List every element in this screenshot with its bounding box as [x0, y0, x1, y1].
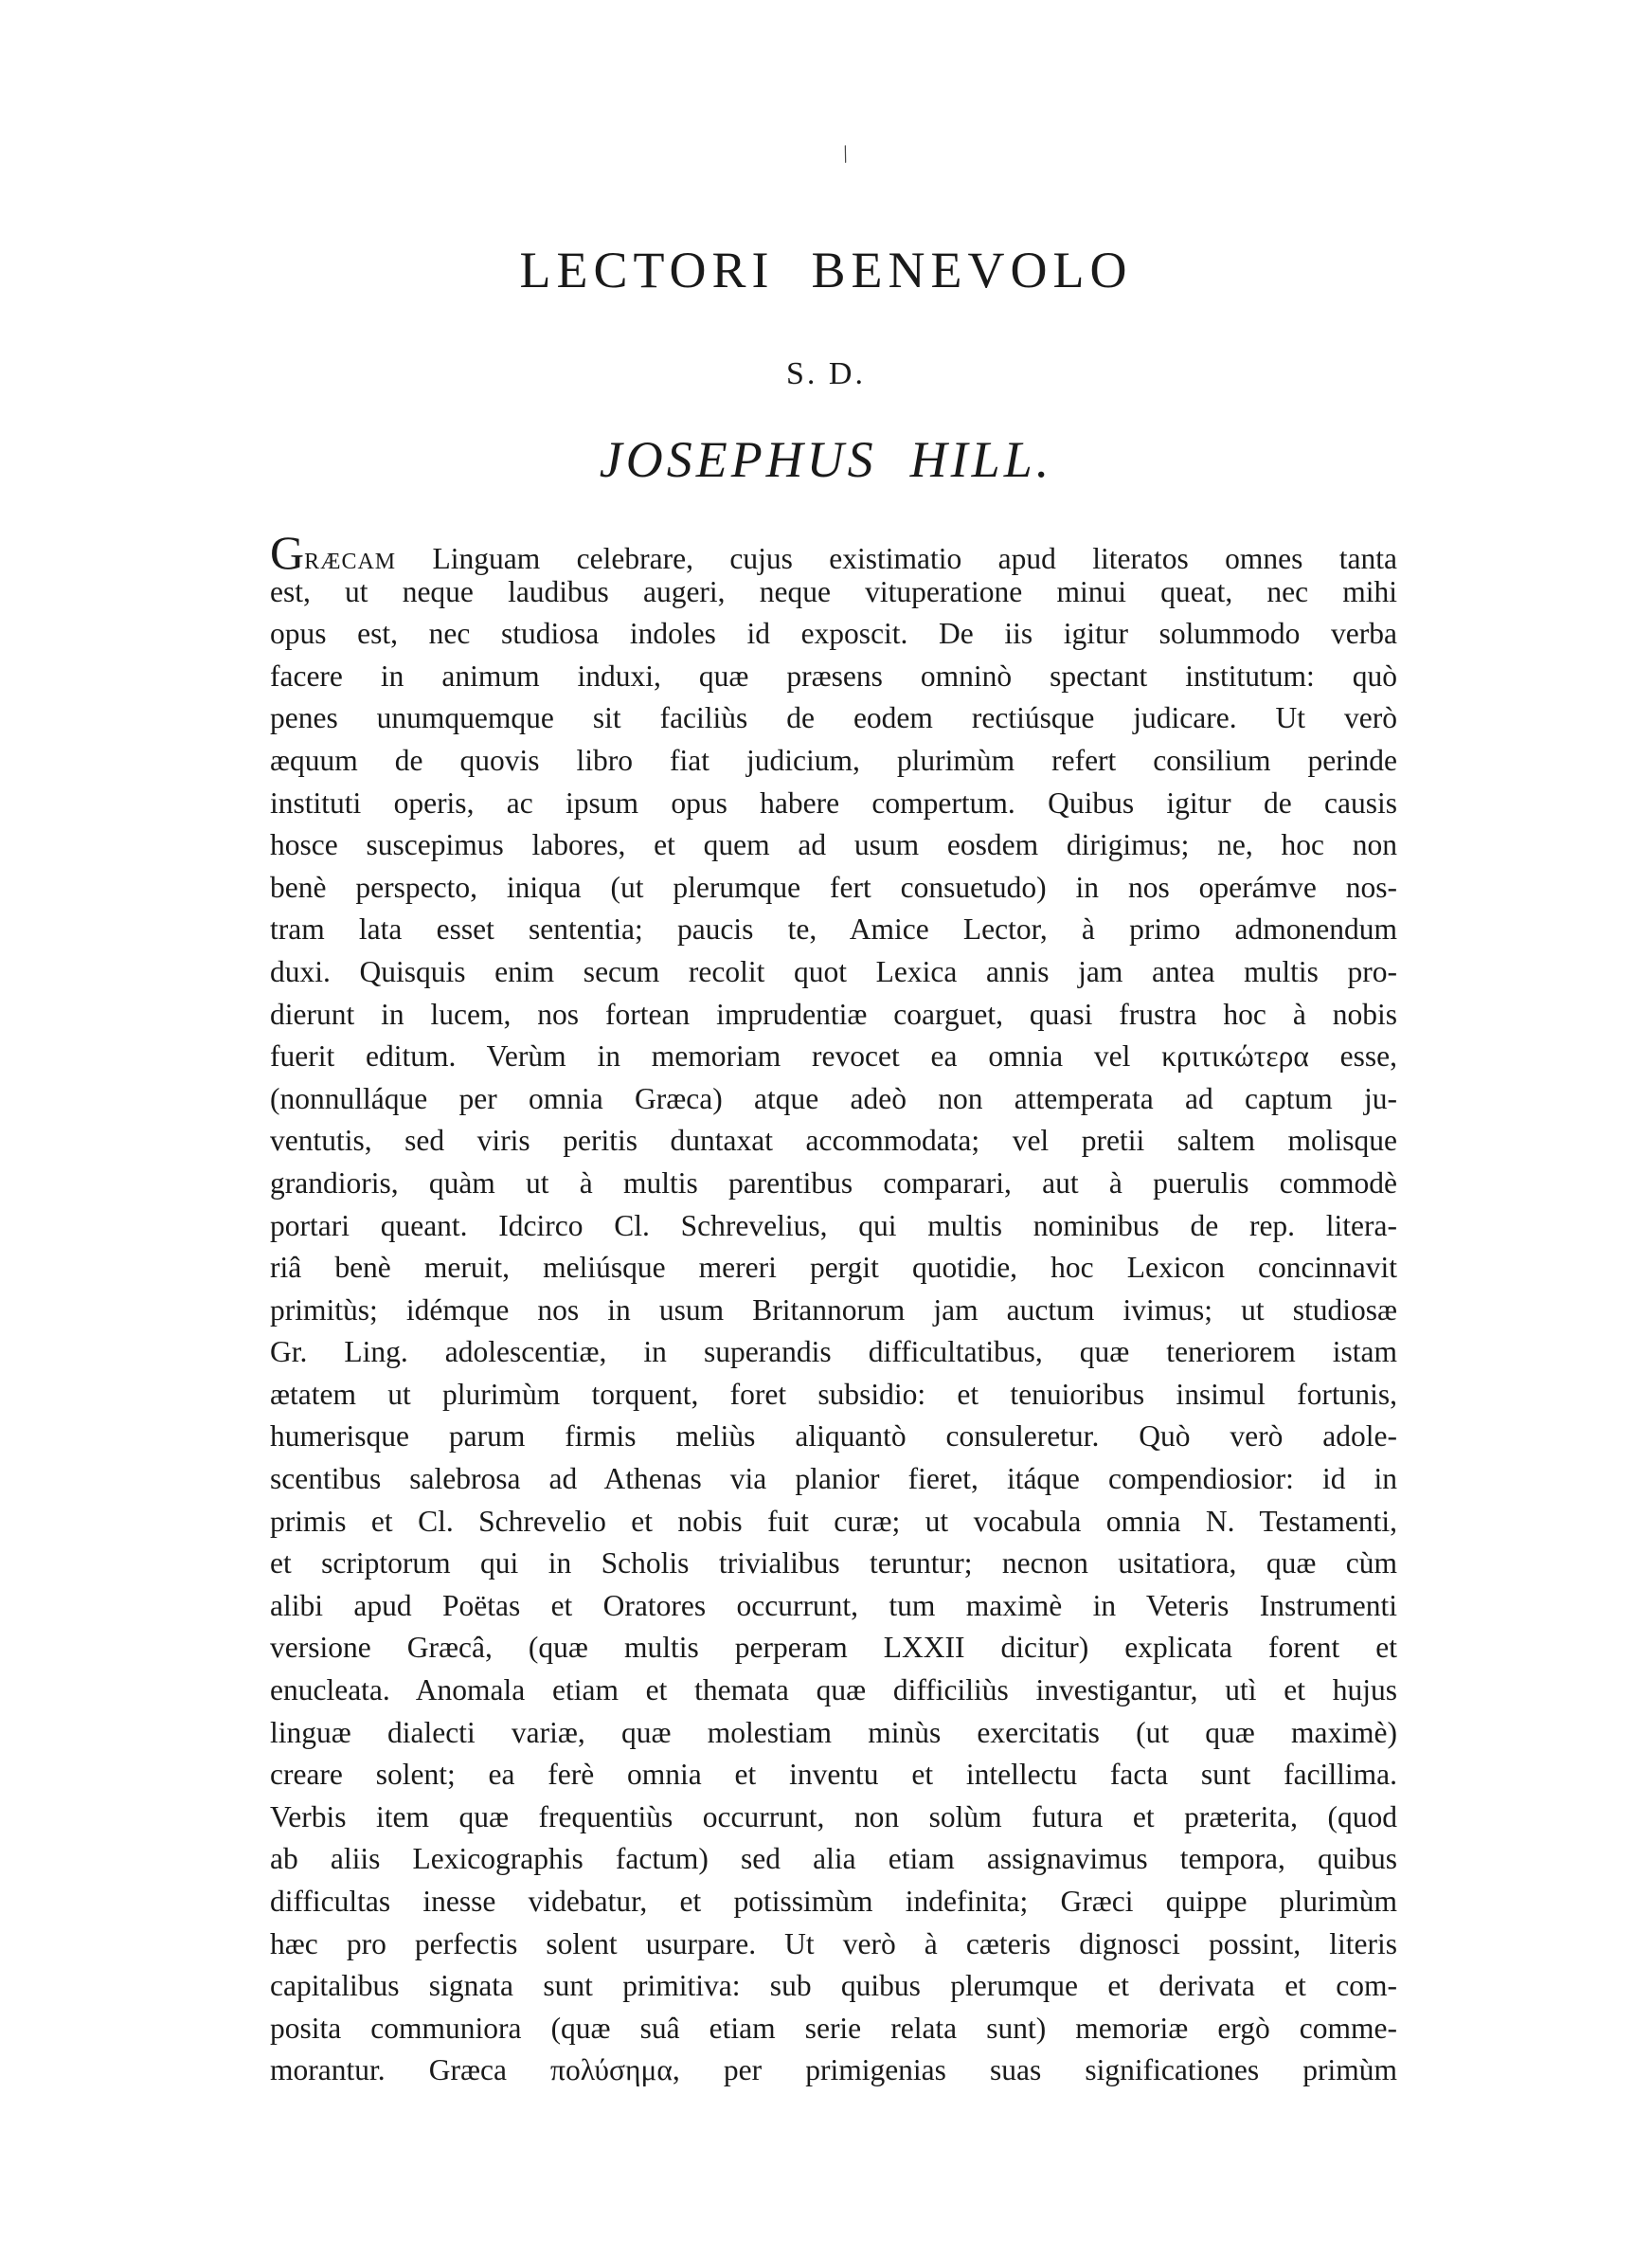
text-line: ab aliis Lexicographis factum) sed alia etiam assignavimus tempora, quibus [270, 1842, 1397, 1876]
text-line-content: Linguam celebrare, cujus existimatio apud literatos omnes tanta [396, 542, 1397, 575]
text-line: ventutis, sed viris peritis duntaxat accommodata; vel pretii saltem molisque [270, 1124, 1397, 1158]
text-line: instituti operis, ac ipsum opus habere compertum. Quibus igitur de causis [270, 785, 1397, 820]
text-line: æquum de quovis libro fiat judicium, plurimùm refert consilium perinde [270, 743, 1397, 777]
text-line: penes unumquemque sit faciliùs de eodem rectiúsque judicare. Ut verò [270, 701, 1397, 735]
text-line-first [270, 526, 1397, 579]
text-line: riâ benè meruit, meliúsque mereri pergit quotidie, hoc Lexicon concinnavit [270, 1251, 1397, 1285]
text-line: hosce suscepimus labores, et quem ad usum eosdem dirigimus; ne, hoc non [270, 828, 1397, 862]
first-word-smallcaps: RÆCAM [304, 550, 397, 574]
text-line: Gr. Ling. adolescentiæ, in superandis difficultatibus, quæ teneriorem istam [270, 1335, 1397, 1369]
text-line: fuerit editum. Verùm in memoriam revocet ea omnia vel κριτικώτερα esse, [270, 1039, 1397, 1074]
page-title: LECTORI BENEVOLO [519, 242, 1133, 298]
author-name: JOSEPHUS HILL. [599, 431, 1053, 488]
text-line: opus est, nec studiosa indoles id exposcit. De iis igitur solummodo verba [270, 617, 1397, 651]
text-line: primis et Cl. Schrevelio et nobis fuit curæ; ut vocabula omnia N. Testamenti, [270, 1504, 1397, 1538]
stray-mark: / [837, 139, 853, 169]
text-line: (nonnulláque per omnia Græca) atque adeò non attemperata ad captum ju- [270, 1081, 1397, 1115]
text-line: linguæ dialecti variæ, quæ molestiam minùs exercitatis (ut quæ maximè) [270, 1715, 1397, 1749]
text-line: scentibus salebrosa ad Athenas via planior fieret, itáque compendiosior: id in [270, 1462, 1397, 1496]
text-line: humerisque parum firmis meliùs aliquantò consuleretur. Quò verò adole- [270, 1419, 1397, 1454]
text-line: creare solent; ea ferè omnia et inventu et intellectu facta sunt facillima. [270, 1758, 1397, 1792]
text-line: tram lata esset sententia; paucis te, Amice Lector, à primo admonendum [270, 912, 1397, 947]
text-line: ætatem ut plurimùm torquent, foret subsidio: et tenuioribus insimul fortunis, [270, 1377, 1397, 1411]
text-line: et scriptorum qui in Scholis trivialibus teruntur; necnon usitatiora, quæ cùm [270, 1546, 1397, 1580]
body-paragraph [270, 526, 1397, 2092]
text-line: est, ut neque laudibus augeri, neque vituperatione minui queat, nec mihi [270, 574, 1397, 608]
text-line: portari queant. Idcirco Cl. Schrevelius, qui multis nominibus de rep. litera- [270, 1208, 1397, 1242]
text-line: primitùs; idémque nos in usum Britannorum jam auctum ivimus; ut studiosæ [270, 1292, 1397, 1327]
text-line: morantur. Græca πολύσημα, per primigenias suas significationes primùm [270, 2053, 1397, 2087]
text-line: versione Græcâ, (quæ multis perperam LXXII dicitur) explicata forent et [270, 1631, 1397, 1665]
salutation: S. D. [786, 356, 866, 391]
text-line: grandioris, quàm ut à multis parentibus comparari, aut à puerulis commodè [270, 1165, 1397, 1200]
text-line: capitalibus signata sunt primitiva: sub quibus plerumque et derivata et com- [270, 1969, 1397, 2003]
drop-initial: G [270, 526, 305, 579]
text-line: hæc pro perfectis solent usurpare. Ut verò à cæteris dignosci possint, literis [270, 1926, 1397, 1960]
text-line: difficultas inesse videbatur, et potissimùm indefinita; Græci quippe plurimùm [270, 1885, 1397, 1918]
text-line: dierunt in lucem, nos fortean imprudentiæ coarguet, quasi frustra hoc à nobis [270, 997, 1397, 1031]
text-line: facere in animum induxi, quæ præsens omninò spectant institutum: quò [270, 659, 1397, 693]
text-line: duxi. Quisquis enim secum recolit quot Lexica annis jam antea multis pro- [270, 954, 1397, 988]
text-line: alibi apud Poëtas et Oratores occurrunt, tum maximè in Veteris Instrumenti [270, 1588, 1397, 1622]
text-line: enucleata. Anomala etiam et themata quæ difficiliùs investigantur, utì et hujus [270, 1673, 1397, 1707]
text-line: posita communiora (quæ suâ etiam serie relata sunt) memoriæ ergò comme- [270, 2011, 1397, 2045]
text-line: benè perspecto, iniqua (ut plerumque fert consuetudo) in nos operámve nos- [270, 870, 1397, 904]
text-line: Verbis item quæ frequentiùs occurrunt, non solùm futura et præterita, (quod [270, 1799, 1397, 1833]
